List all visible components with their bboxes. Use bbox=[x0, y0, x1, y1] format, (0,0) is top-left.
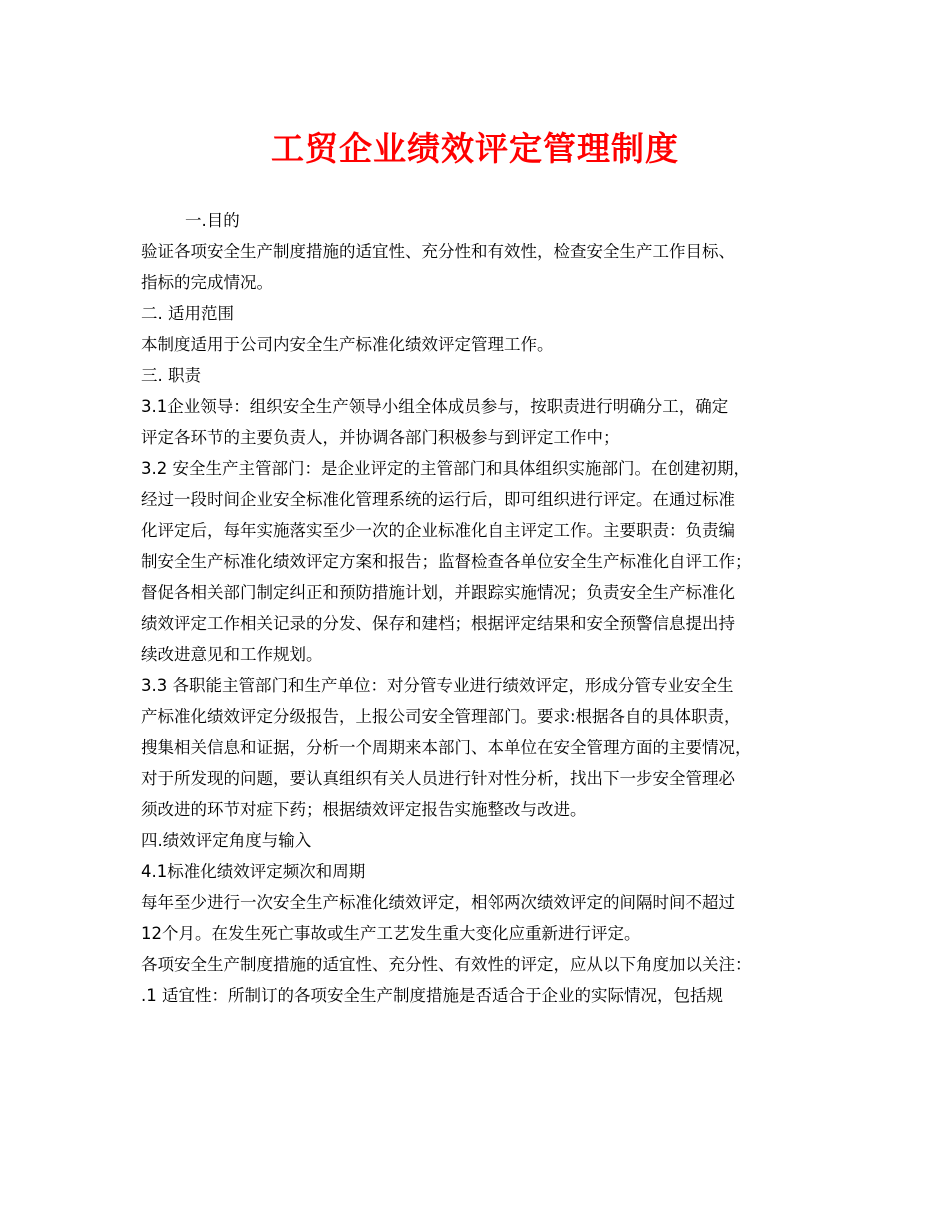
paragraph-line: 3.3 各职能主管部门和生产单位：对分管专业进行绩效评定，形成分管专业安全生 bbox=[141, 676, 734, 695]
section-heading-scope: 二. 适用范围 bbox=[141, 304, 234, 323]
paragraph-line: 须改进的环节对症下药；根据绩效评定报告实施整改与改进。 bbox=[141, 800, 587, 819]
paragraph-line: 制安全生产标准化绩效评定方案和报告；监督检查各单位安全生产标准化自评工作； bbox=[141, 552, 752, 571]
paragraph-line: 12个月。在发生死亡事故或生产工艺发生重大变化应重新进行评定。 bbox=[141, 924, 641, 943]
paragraph-line: 3.1企业领导：组织安全生产领导小组全体成员参与，按职责进行明确分工，确定 bbox=[141, 397, 729, 416]
paragraph-line: 本制度适用于公司内安全生产标准化绩效评定管理工作。 bbox=[141, 335, 554, 354]
section-heading-purpose: 一.目的 bbox=[185, 211, 240, 230]
section-heading-responsibilities: 三. 职责 bbox=[141, 366, 201, 385]
paragraph-line: 评定各环节的主要负责人，并协调各部门积极参与到评定工作中； bbox=[141, 428, 620, 447]
section-heading-evaluation: 四.绩效评定角度与输入 bbox=[141, 831, 312, 850]
paragraph-line: 每年至少进行一次安全生产标准化绩效评定，相邻两次绩效评定的间隔时间不超过 bbox=[141, 893, 735, 912]
paragraph-line: 产标准化绩效评定分级报告，上报公司安全管理部门。要求:根据各自的具体职责， bbox=[141, 707, 741, 726]
subsection-heading: 4.1标准化绩效评定频次和周期 bbox=[141, 862, 366, 881]
document-body bbox=[141, 205, 841, 1011]
paragraph-line: 督促各相关部门制定纠正和预防措施计划，并跟踪实施情况；负责安全生产标准化 bbox=[141, 583, 735, 602]
paragraph-line: 对于所发现的问题，要认真组织有关人员进行针对性分析，找出下一步安全管理必 bbox=[141, 769, 735, 788]
paragraph-line: 指标的完成情况。 bbox=[141, 273, 273, 292]
paragraph-line: 各项安全生产制度措施的适宜性、充分性、有效性的评定，应从以下角度加以关注： bbox=[141, 955, 752, 974]
paragraph-line: .1 适宜性：所制订的各项安全生产制度措施是否适合于企业的实际情况，包括规 bbox=[141, 986, 723, 1005]
paragraph-line: 验证各项安全生产制度措施的适宜性、充分性和有效性，检查安全生产工作目标、 bbox=[141, 242, 735, 261]
paragraph-line: 续改进意见和工作规划。 bbox=[141, 645, 323, 664]
paragraph-line: 绩效评定工作相关记录的分发、保存和建档；根据评定结果和安全预警信息提出持 bbox=[141, 614, 735, 633]
paragraph-line: 经过一段时间企业安全标准化管理系统的运行后，即可组织进行评定。在通过标准 bbox=[141, 490, 735, 509]
document-title: 工贸企业绩效评定管理制度 bbox=[271, 129, 679, 168]
paragraph-line: 化评定后，每年实施落实至少一次的企业标准化自主评定工作。主要职责：负责编 bbox=[141, 521, 735, 540]
paragraph-line: 搜集相关信息和证据，分析一个周期来本部门、本单位在安全管理方面的主要情况， bbox=[141, 738, 752, 757]
paragraph-line: 3.2 安全生产主管部门：是企业评定的主管部门和具体组织实施部门。在创建初期， bbox=[141, 459, 750, 478]
